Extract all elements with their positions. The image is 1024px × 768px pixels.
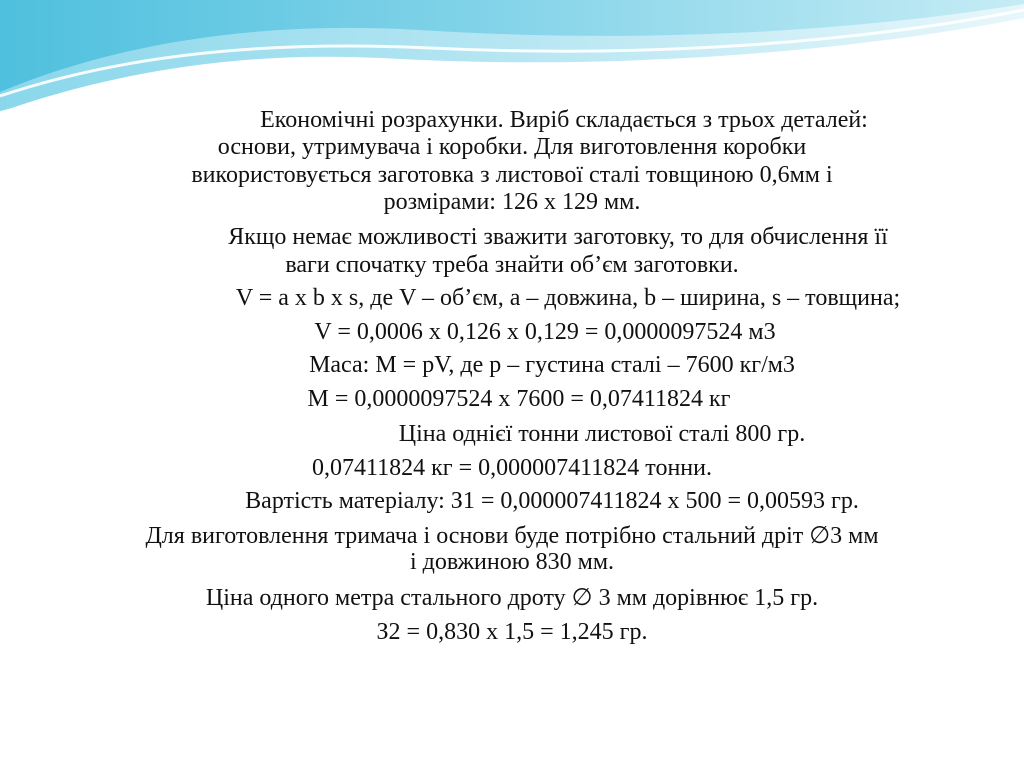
mass-in-tonnes: 0,07411824 кг = 0,000007411824 тонни. (312, 455, 712, 481)
paragraph-1-line-4: розмірами: 126 х 129 мм. (383, 189, 641, 215)
wire-requirement-line-2: і довжиною 830 мм. (409, 549, 615, 575)
volume-formula: V = a x b x s, де V – об’єм, a – довжина, b – ширина, s – товщина; (235, 285, 901, 311)
material-cost-z2: З2 = 0,830 х 1,5 = 1,245 гр. (376, 619, 648, 645)
paragraph-1-line-1: Економічні розрахунки. Виріб складається з трьох деталей: (260, 107, 868, 133)
wire-requirement-line-1: Для виготовлення тримача і основи буде потрібно стальний дріт ∅3 мм (145, 523, 879, 549)
sheet-steel-price: Ціна однієї тонни листової сталі 800 гр. (398, 421, 806, 447)
paragraph-1-line-2: основи, утримувача і коробки. Для виготовлення коробки (217, 134, 807, 160)
volume-calculation: V = 0,0006 х 0,126 х 0,129 = 0,0000097524 м3 (314, 319, 776, 345)
mass-calculation: М = 0,0000097524 х 7600 = 0,07411824 кг (307, 386, 731, 412)
material-cost-z1: Вартість матеріалу: З1 = 0,000007411824 х 500 = 0,00593 гр. (245, 488, 859, 514)
mass-formula: Маса: М = pV, де p – густина сталі – 7600 кг/м3 (309, 352, 795, 378)
paragraph-2-line-1: Якщо немає можливості зважити заготовку, то для обчислення її (228, 224, 888, 250)
paragraph-1-line-3: використовується заготовка з листової сталі товщиною 0,6мм і (191, 162, 833, 188)
paragraph-2-line-2: ваги спочатку треба знайти об’єм заготовки. (285, 252, 739, 278)
wire-price: Ціна одного метра стального дроту ∅ 3 мм дорівнює 1,5 гр. (205, 585, 819, 611)
